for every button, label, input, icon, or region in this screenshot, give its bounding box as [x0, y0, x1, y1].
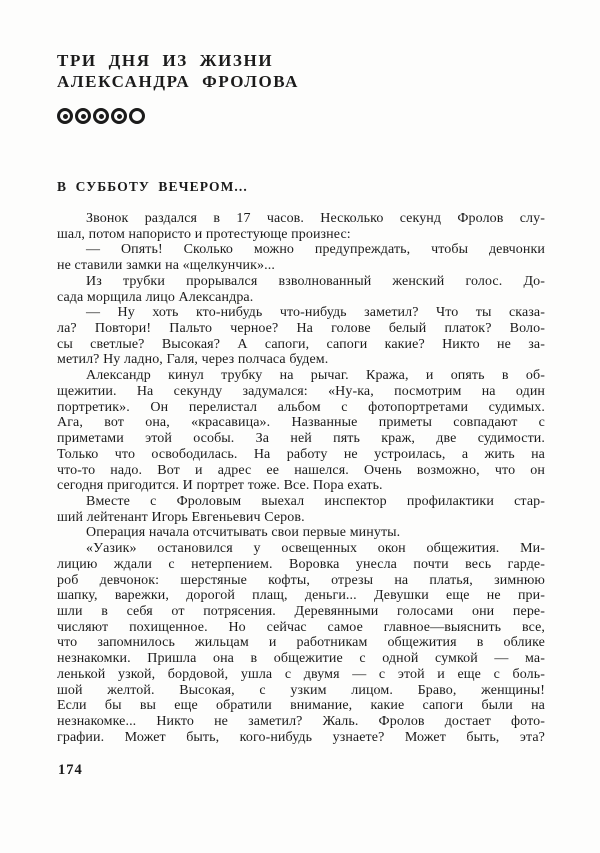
text-line: числяют похищенное. Но сейчас самое главное—выяснить все, — [57, 619, 545, 635]
text-line: — Опять! Сколько можно предупреждать, чтобы девчонки — [86, 242, 545, 258]
text-line: Только что освободилась. На работу не устроилась, а жить на — [57, 446, 545, 462]
text-line: ленькой узкой, бордовой, ушла с двумя — с этой и еще с боль- — [57, 666, 545, 682]
text-line: Если бы вы еще обратили внимание, какие сапоги были на — [57, 698, 545, 714]
text-line: метил? Ну ладно, Галя, через полчаса будем. — [57, 352, 329, 368]
text-line: лицию ждали с нетерпением. Воровка унесла почти весь гарде- — [57, 556, 545, 572]
chapter-ornament — [57, 108, 545, 124]
circle-ornament-icon — [129, 108, 145, 124]
text-line: Александр кинул трубку на рычаг. Кража, и опять в об- — [86, 368, 545, 384]
text-line: ший лейтенант Игорь Евгеньевич Серов. — [57, 509, 305, 525]
text-line: Из трубки прорывался взволнованный женский голос. До- — [86, 273, 545, 289]
text-line: Операция начала отсчитывать свои первые минуты. — [86, 525, 401, 541]
body-text — [57, 211, 545, 745]
text-line: не ставили замки на «щелкунчик»... — [57, 258, 275, 274]
section-heading: В СУББОТУ ВЕЧЕРОМ... — [57, 179, 248, 194]
text-line: портретик». Он перелистал альбом с фотопортретами судимых. — [57, 399, 545, 415]
chapter-title-line-1: ТРИ ДНЯ ИЗ ЖИЗНИ — [57, 51, 274, 70]
bullseye-ornament-icon — [57, 108, 73, 124]
bullseye-ornament-icon — [111, 108, 127, 124]
text-line: незнакомки. Пришла она в общежитие с одной сумкой — ма- — [57, 651, 545, 667]
chapter-title — [57, 50, 545, 92]
text-line: Вместе с Фроловым выехал инспектор профилактики стар- — [86, 493, 545, 509]
text-line: графии. Может быть, кого-нибудь узнаете? Может быть, эта? — [57, 729, 545, 745]
text-line: сада морщила лицо Александра. — [57, 289, 254, 305]
text-line: шапку, варежки, дорогой плащ, деньги... Девушки еще не при- — [57, 588, 545, 604]
text-line: «Уазик» остановился у освещенных окон общежития. Ми- — [86, 541, 545, 557]
text-line: Ага, вот она, «красавица». Названные приметы совпадают с — [57, 415, 545, 431]
text-line: щежитии. На секунду задумался: «Ну-ка, посмотрим на один — [57, 383, 545, 399]
text-line: шой желтой. Высокая, с узким лицом. Браво, женщины! — [57, 682, 545, 698]
chapter-title-line-2: АЛЕКСАНДРА ФРОЛОВА — [57, 72, 300, 91]
text-line: — Ну хоть кто-нибудь что-нибудь заметил? Что ты сказа- — [86, 305, 545, 321]
text-line: незнакомке... Никто не заметил? Жаль. Фролов достает фото- — [57, 714, 545, 729]
bullseye-ornament-icon — [93, 108, 109, 124]
text-line: шал, потом напористо и протестующе произнес: — [57, 226, 351, 242]
text-line: сегодня пригодится. И портрет тоже. Все. Пора ехать. — [57, 478, 383, 494]
text-line: что запомнилось жильцам и работникам общежития в облике — [57, 635, 545, 651]
text-column — [57, 0, 545, 745]
text-line: ла? Повтори! Пальто черное? На голове белый платок? Воло- — [57, 321, 545, 337]
page-number: 174 — [58, 762, 83, 778]
text-line: Звонок раздался в 17 часов. Несколько секунд Фролов слу- — [86, 211, 545, 226]
text-line: приметами этой особы. За ней пять краж, две судимости. — [57, 431, 545, 447]
text-line: роб девчонок: шерстяные кофты, отрезы на платья, зимнюю — [57, 572, 545, 588]
text-line: сы светлые? Высокая? А сапоги, сапоги какие? Никто не за- — [57, 336, 545, 352]
text-line: шли в себя от потрясения. Деревянными голосами они пере- — [57, 603, 545, 619]
bullseye-ornament-icon — [75, 108, 91, 124]
text-line: что-то надо. Вот и адрес ее нашелся. Очень возможно, что он — [57, 462, 545, 478]
